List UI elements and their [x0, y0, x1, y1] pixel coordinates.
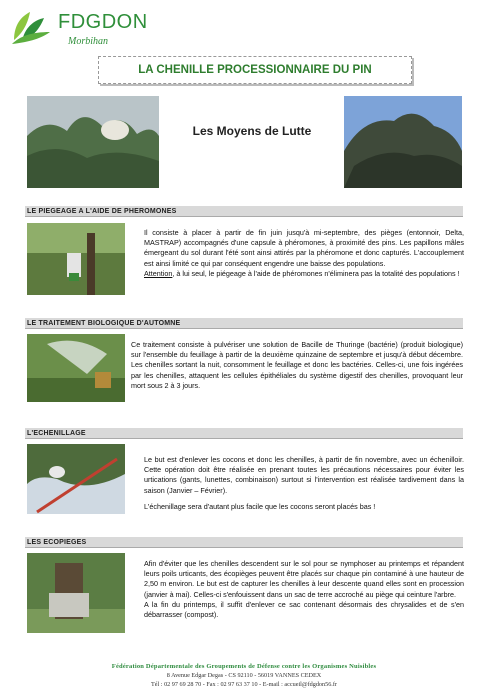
fdgdon-logo — [8, 6, 158, 46]
section-header-pheromones: LE PIEGEAGE A L'AIDE DE PHEROMONES — [25, 206, 463, 217]
section-paragraph: A la fin du printemps, il suffit d'enlever ce sac contenant désormais des chrysalides et de s'en débarrasser (compost). — [144, 599, 464, 620]
section-text-echenillage — [144, 455, 464, 512]
ecopiege-photo — [27, 553, 125, 633]
pine-tree-photo — [344, 96, 462, 188]
section-paragraph: Afin d'éviter que les chenilles descendent sur le sol pour se nymphoser au printemps et répandent leurs poils urticants, des écopièges peuvent être placés sur chaque pin contaminé à une hauteur de 2,50 m environ. Le but est de capturer les chenilles à leur descente quand elles sont en procession (janvier à mai). Celles-ci s'enfouissent dans un sac de terre accroché au piège qui ceinture l'arbre. — [144, 559, 464, 599]
section-paragraph: Le but est d'enlever les cocons et donc les chenilles, à partir de fin novembre, avec un échenilloir. Cette opération doit être réalisée en prenant toutes les précautions nécessaires pour éviter les urtications (gants, lunettes, combinaison) surtout si l'intervention est réalisée tardivement dans la saison (Janvier – Février). — [144, 455, 464, 495]
subtitle: Les Moyens de Lutte — [192, 124, 312, 138]
logo-subtitle: Morbihan — [68, 36, 108, 47]
pine-trap-photo — [27, 96, 159, 188]
section-paragraph: Il consiste à placer à partir de fin juin jusqu'à mi-septembre, des pièges (entonnoir, Delta, MASTRAP) accompagnés d'une capsule à phéromones, à proximité des pins. Les papillons mâles émergeant du sol durant l'été sont ainsi attirés par la phéromone et donc capturés. L'accouplement est ainsi limité ce qui par conséquent engendre une baisse des populations. — [144, 228, 464, 268]
section-header-echenillage: L'ECHENILLAGE — [25, 428, 463, 439]
leaf-logo-icon — [8, 6, 54, 46]
echenilloir-photo — [27, 444, 125, 514]
pheromone-trap-photo — [27, 223, 125, 295]
footer-contact: Tél : 02 97 69 28 70 - Fax : 02 97 63 37 10 - E-mail : accueil@fdgdon56.fr — [151, 681, 337, 688]
logo-name: FDGDON — [58, 11, 148, 33]
title-box — [98, 56, 412, 84]
page-title: LA CHENILLE PROCESSIONNAIRE DU PIN — [138, 64, 372, 76]
attention-label: Attention — [144, 268, 173, 278]
section-paragraph: Ce traitement consiste à pulvériser une solution de Bacille de Thuringe (bactérie) (produit biologique) sur l'ensemble du feuillage à partir de la deuxième quinzaine de septembre et jusqu'à début décembre. Les chenilles sortant la nuit, consomment le feuillage et donc les bactéries. Celles-ci, une fois ingérées par les chenilles, attaquent les cellules épithéliales du système digestif des chenilles, provoquant leur mort sous 2 à 3 jours. — [131, 340, 463, 390]
section-header-biological: LE TRAITEMENT BIOLOGIQUE D'AUTOMNE — [25, 318, 463, 329]
attention-text: , à lui seul, le piégeage à l'aide de phéromones n'éliminera pas la totalité des populations ! — [172, 268, 460, 278]
footer-organization: Fédération Départementale des Groupements de Défense contre les Organismes Nuisibles — [111, 663, 377, 670]
footer-address: 8 Avenue Edgar Degas - CS 92110 - 56019 VANNES CEDEX — [166, 672, 322, 679]
section-text-pheromones — [144, 228, 464, 279]
section-header-ecopieges: LES ECOPIEGES — [25, 537, 463, 548]
spraying-photo — [27, 334, 125, 402]
attention-paragraph — [144, 269, 464, 279]
section-text-ecopieges — [144, 559, 464, 620]
section-text-biological — [131, 340, 463, 391]
section-paragraph: L'échenillage sera d'autant plus facile que les cocons seront placés bas ! — [144, 501, 376, 511]
